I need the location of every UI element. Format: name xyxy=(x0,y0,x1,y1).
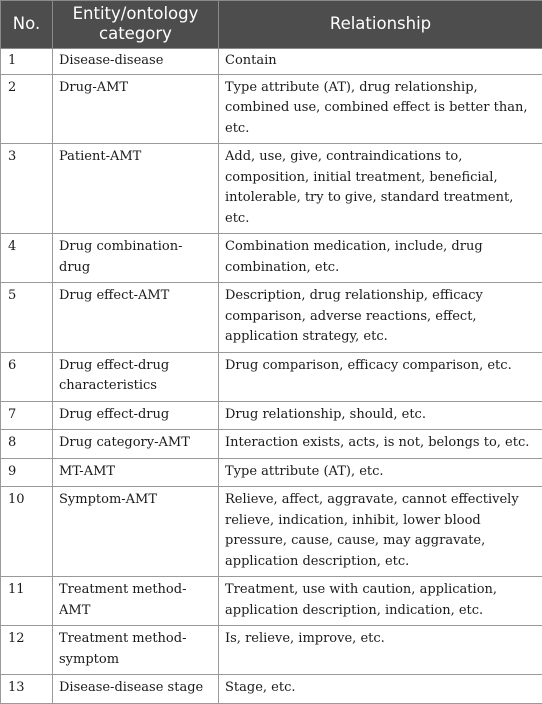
row-category: Treatment method-AMT xyxy=(53,577,219,626)
row-category: Drug effect-AMT xyxy=(53,283,219,353)
table-row xyxy=(1,487,542,577)
row-number: 5 xyxy=(1,283,53,353)
row-number: 2 xyxy=(1,74,53,144)
row-number: 3 xyxy=(1,144,53,234)
row-number: 1 xyxy=(1,49,53,75)
table-row xyxy=(1,430,542,459)
row-category: Patient-AMT xyxy=(53,144,219,234)
table-header xyxy=(1,1,542,49)
table-row xyxy=(1,458,542,487)
row-relationship: Stage, etc. xyxy=(219,675,542,704)
table-row xyxy=(1,283,542,353)
row-relationship: Drug comparison, efficacy comparison, etc. xyxy=(219,352,542,401)
row-category: Treatment method-symptom xyxy=(53,626,219,675)
row-relationship: Drug relationship, should, etc. xyxy=(219,401,542,430)
row-category: Disease-disease stage xyxy=(53,675,219,704)
row-relationship: Description, drug relationship, efficacy comparison, adverse reactions, effect, application strategy, etc. xyxy=(219,283,542,353)
table-row xyxy=(1,144,542,234)
row-relationship: Interaction exists, acts, is not, belongs to, etc. xyxy=(219,430,542,459)
row-category: MT-AMT xyxy=(53,458,219,487)
table-row xyxy=(1,49,542,75)
row-category: Symptom-AMT xyxy=(53,487,219,577)
row-category: Drug category-AMT xyxy=(53,430,219,459)
row-relationship: Contain xyxy=(219,49,542,75)
row-category: Drug effect-drug characteristics xyxy=(53,352,219,401)
row-relationship: Type attribute (AT), etc. xyxy=(219,458,542,487)
table-row xyxy=(1,626,542,675)
row-number: 6 xyxy=(1,352,53,401)
row-number: 11 xyxy=(1,577,53,626)
table-row xyxy=(1,675,542,704)
row-category: Drug-AMT xyxy=(53,74,219,144)
row-relationship: Relieve, affect, aggravate, cannot effectively relieve, indication, inhibit, lower blood pressure, cause, cause, may aggravate, application description, etc. xyxy=(219,487,542,577)
row-number: 10 xyxy=(1,487,53,577)
table-row xyxy=(1,234,542,283)
row-number: 12 xyxy=(1,626,53,675)
header-relationship: Relationship xyxy=(219,1,542,49)
row-category: Disease-disease xyxy=(53,49,219,75)
row-relationship: Type attribute (AT), drug relationship, combined use, combined effect is better than, etc. xyxy=(219,74,542,144)
row-relationship: Combination medication, include, drug combination, etc. xyxy=(219,234,542,283)
row-relationship: Treatment, use with caution, application, application description, indication, etc. xyxy=(219,577,542,626)
table-row xyxy=(1,74,542,144)
table-body xyxy=(1,49,542,704)
table-row xyxy=(1,577,542,626)
row-number: 7 xyxy=(1,401,53,430)
row-number: 8 xyxy=(1,430,53,459)
row-number: 4 xyxy=(1,234,53,283)
header-row xyxy=(1,1,542,49)
row-relationship: Add, use, give, contraindications to, composition, initial treatment, beneficial, intolerable, try to give, standard treatment, etc. xyxy=(219,144,542,234)
row-category: Drug combination-drug xyxy=(53,234,219,283)
row-number: 9 xyxy=(1,458,53,487)
header-category: Entity/ontology category xyxy=(53,1,219,49)
table-row xyxy=(1,401,542,430)
header-no: No. xyxy=(1,1,53,49)
row-number: 13 xyxy=(1,675,53,704)
table-row xyxy=(1,352,542,401)
row-relationship: Is, relieve, improve, etc. xyxy=(219,626,542,675)
row-category: Drug effect-drug xyxy=(53,401,219,430)
